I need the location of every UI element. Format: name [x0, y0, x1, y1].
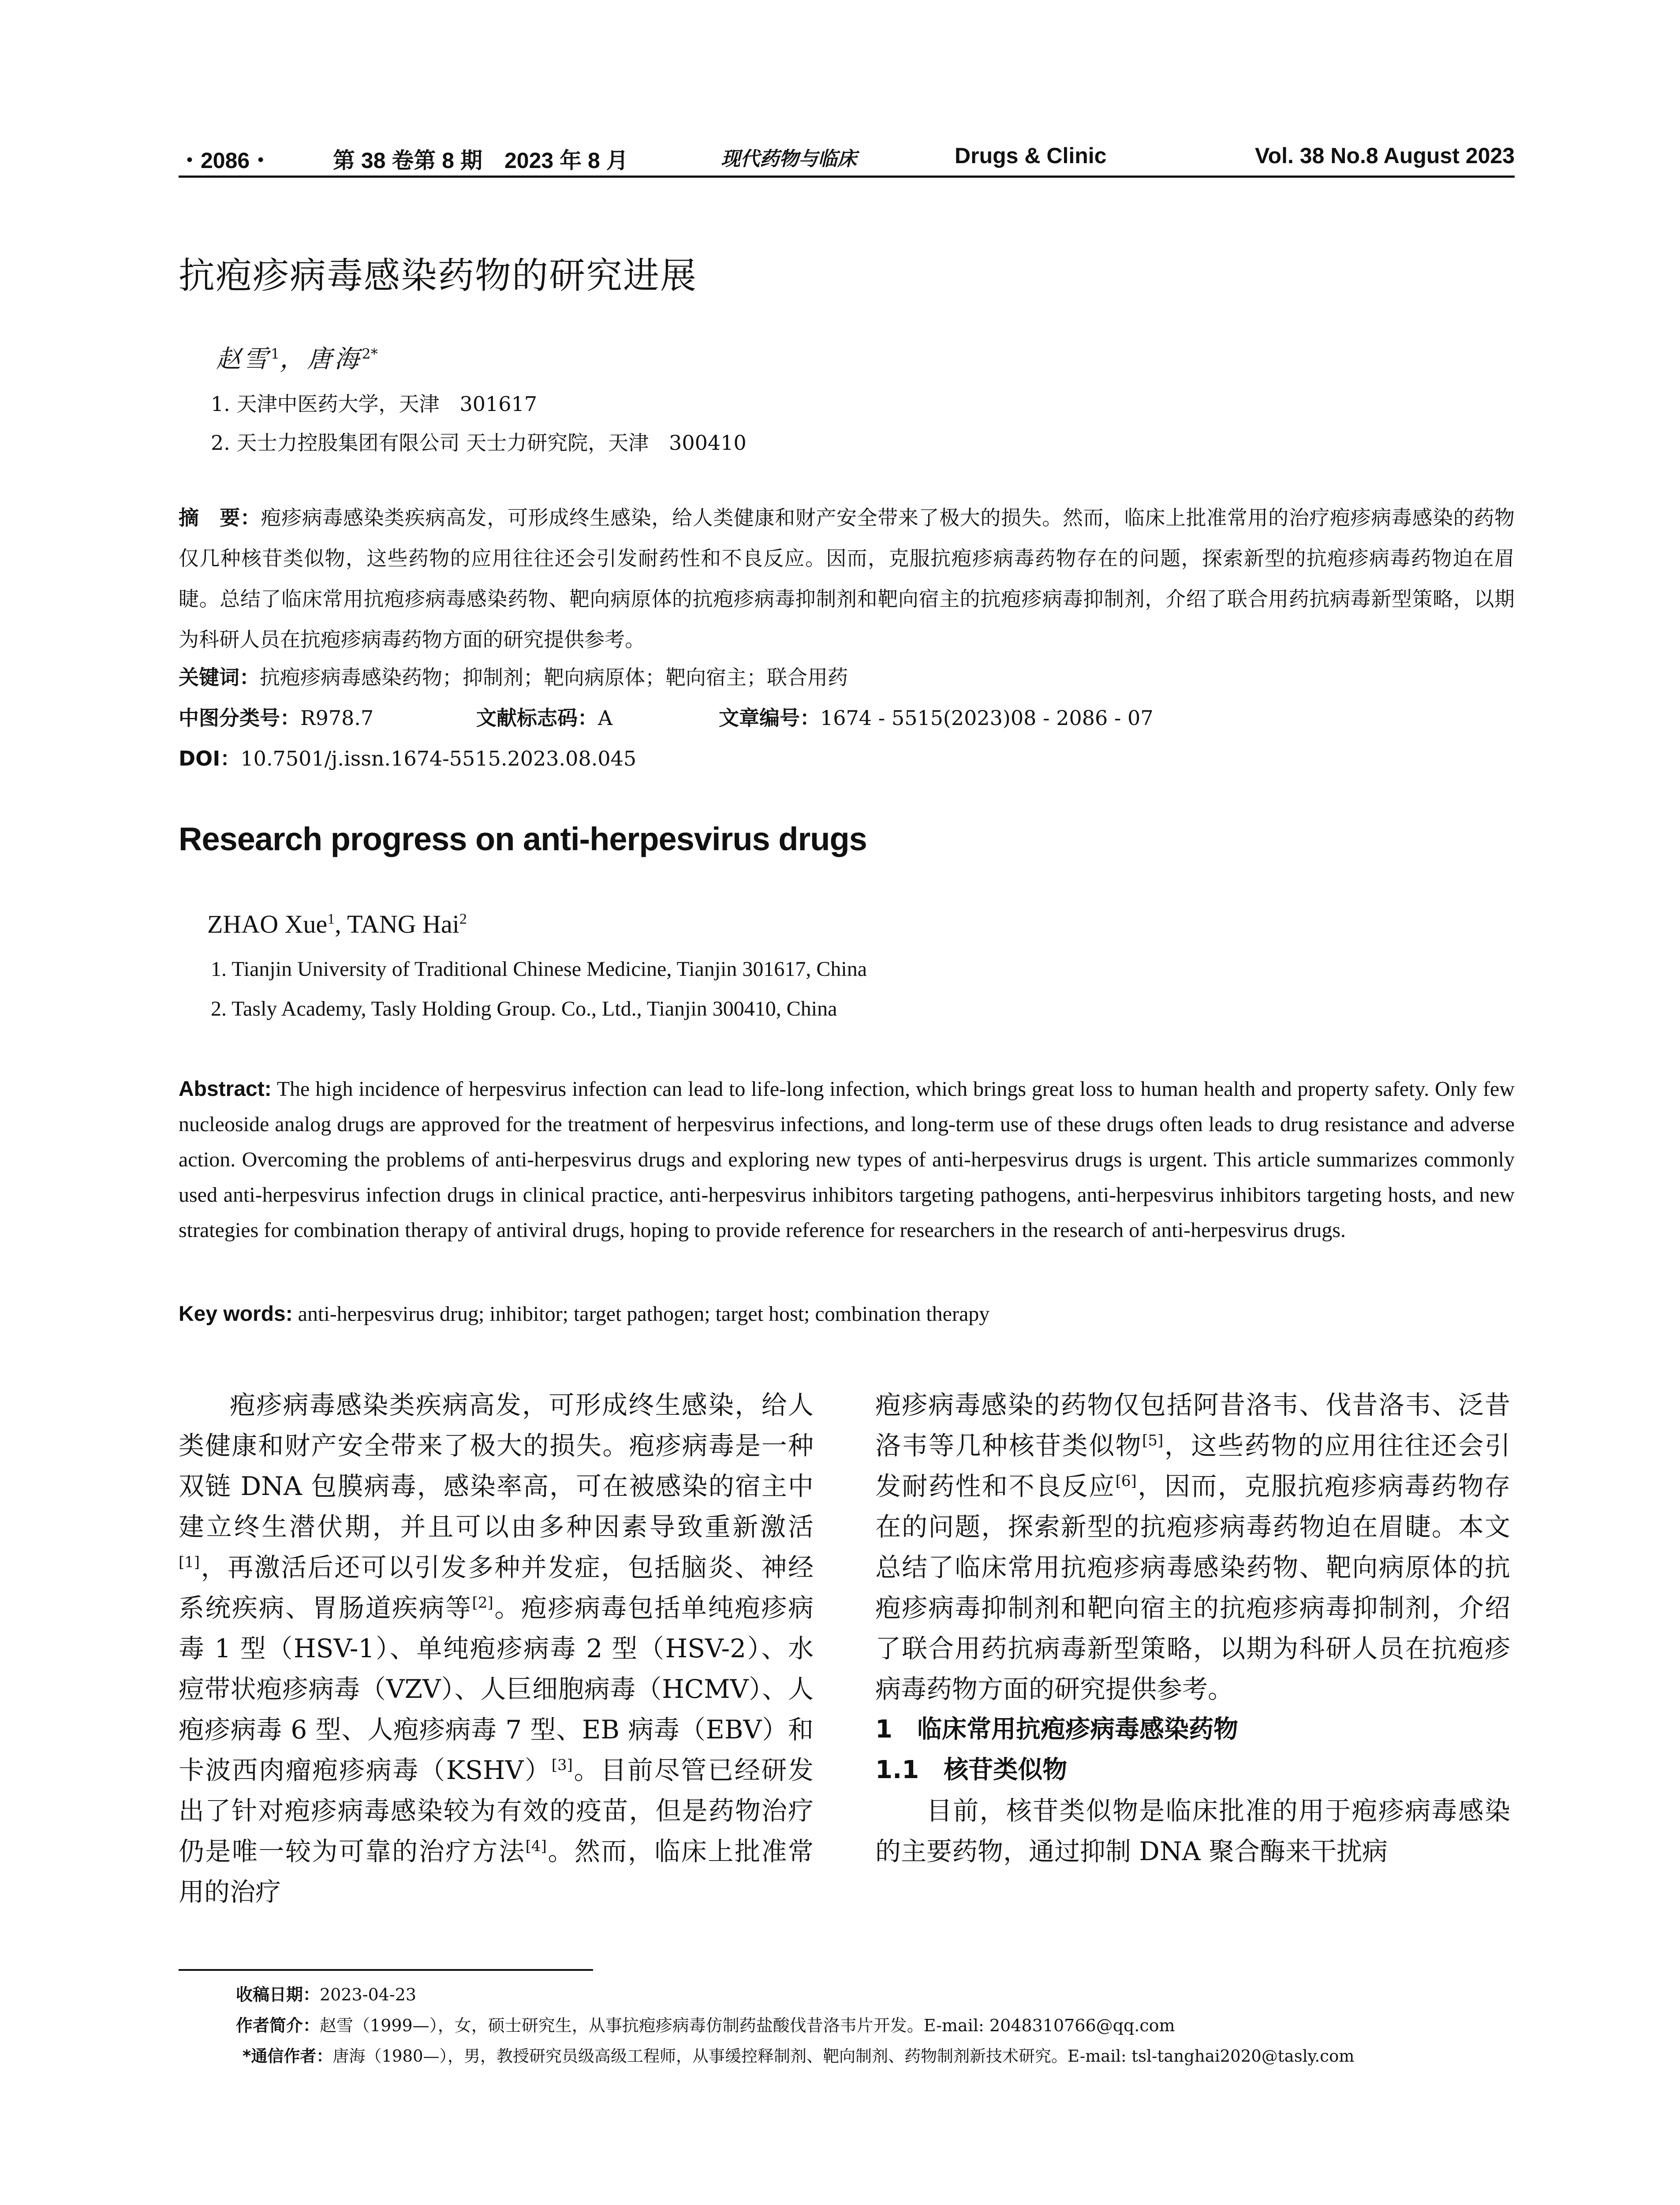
article-number-label: 文章编号： [719, 706, 820, 730]
abstract-label: 摘 要： [179, 506, 261, 530]
document-code-value: A [598, 706, 613, 730]
citation-ref[interactable]: [5] [1142, 1431, 1164, 1450]
affiliation-cn: 2. 天士力控股集团有限公司 天士力研究院，天津 300410 [211, 431, 747, 455]
author-separator: ， [280, 345, 307, 374]
running-header [179, 140, 1515, 178]
article-title-en: Research progress on anti-herpesvirus drugs [179, 821, 867, 857]
section-heading: 1 临床常用抗疱疹病毒感染药物 [875, 1715, 1238, 1744]
author-name: 唐海 [307, 345, 362, 374]
affiliation-en: 2. Tasly Academy, Tasly Holding Group. Co., Ltd., Tianjin 300410, China [211, 997, 837, 1020]
footnote-text: 赵雪（1999—），女，硕士研究生，从事抗疱疹病毒仿制药盐酸伐昔洛韦片开发。E-mail: 2048310766@qq.com [320, 2016, 1175, 2035]
body-text: ，这些药物的应用往往还会引发耐药性和不良反应 [875, 1431, 1510, 1501]
body-column-left [179, 1385, 814, 1912]
abstract-text: 疱疹病毒感染类疾病高发，可形成终生感染，给人类健康和财产安全带来了极大的损失。然而，临床上批准常用的治疗疱疹病毒感染的药物仅几种核苷类似物，这些药物的应用往往还会引发耐药性和不良反应。因而，克服抗疱疹病毒药物存在的问题，探索新型的抗疱疹病毒药物迫在眉睫。总结了临床常用抗疱疹病毒感染药物、靶向病原体的抗疱疹病毒抑制剂和靶向宿主的抗疱疹病毒抑制剂，介绍了联合用药抗病毒新型策略，以期为科研人员在抗疱疹病毒药物方面的研究提供参考。 [179, 506, 1515, 651]
keywords-text: anti-herpesvirus drug; inhibitor; target pathogen; target host; combination therapy [292, 1302, 990, 1326]
keywords-cn [179, 662, 848, 691]
citation-ref[interactable]: [6] [1115, 1472, 1137, 1490]
doi [179, 743, 636, 772]
clc-label: 中图分类号： [179, 706, 300, 730]
doi-link[interactable]: 10.7501/j.issn.1674-5515.2023.08.045 [240, 747, 637, 770]
article-number [719, 702, 1154, 731]
abstract-label: Abstract: [179, 1077, 272, 1101]
footnote-label: *通信作者： [243, 2047, 333, 2066]
citation-ref[interactable]: [4] [525, 1837, 547, 1855]
affiliation-mark: 2 [459, 911, 467, 927]
abstract-text: The high incidence of herpesvirus infection can lead to life-long infection, which brings great loss to human health and property safety. Only few nucleoside analog drugs are approved for the treatment of herpesvirus infections, and long-term use of these drugs often leads to drug resistance and adverse action. Overcoming the problems of anti-herpesvirus drugs and exploring new types of anti-herpesvirus drugs is urgent. This article summarizes commonly used anti-herpesvirus infection drugs in clinical practice, anti-herpesvirus inhibitors targeting pathogens, anti-herpesvirus inhibitors targeting hosts, and new strategies for combination therapy of antiviral drugs, hoping to provide reference for researchers in the research of anti-herpesvirus drugs. [179, 1077, 1515, 1242]
affiliation-cn: 1. 天津中医药大学，天津 301617 [211, 392, 538, 416]
authors-cn [216, 340, 378, 375]
body-text: 。然而，临床上批准常用的治疗 [179, 1836, 814, 1907]
footnote-text: 2023-04-23 [320, 1985, 417, 2004]
keywords-label: Key words: [179, 1302, 293, 1326]
footnote-label: 收稿日期： [236, 1985, 320, 2004]
footnote-corresponding [243, 2043, 1354, 2067]
citation-ref[interactable]: [2] [472, 1594, 493, 1612]
body-paragraph [179, 1385, 814, 1912]
authors-en [207, 909, 467, 939]
author-name: 赵雪 [216, 345, 271, 374]
article-number-value: 1674 - 5515(2023)08 - 2086 - 07 [820, 706, 1154, 730]
author-separator: , [335, 910, 347, 938]
clc-number [179, 702, 373, 731]
volume-issue-en: Vol. 38 No.8 August 2023 [1254, 143, 1515, 168]
author-name: TANG Hai [347, 910, 459, 938]
author-name: ZHAO Xue [207, 910, 328, 938]
abstract-cn [179, 497, 1515, 660]
keywords-label: 关键词： [179, 665, 260, 689]
journal-name-cn: 现代药物与临床 [721, 148, 857, 170]
body-text: ，再激活后还可以引发多种并发症，包括脑炎、神经系统疾病、胃肠道疾病等 [179, 1552, 814, 1623]
clc-value: R978.7 [300, 706, 374, 730]
volume-issue-cn: 第 38 卷第 8 期 2023 年 8 月 [333, 148, 628, 173]
footnote-divider [179, 1969, 593, 1971]
body-text: 。目前尽管已经研发出了针对疱疹病毒感染较为有效的疫苗，但是药物治疗仍是唯一较为可靠的治疗方法 [179, 1755, 814, 1866]
body-paragraph [875, 1385, 1510, 1709]
doi-label: DOI： [179, 747, 241, 770]
journal-name-en: Drugs & Clinic [955, 143, 1107, 168]
footnote-label: 作者简介： [236, 2016, 320, 2035]
body-text: ，因而，克服抗疱疹病毒药物存在的问题，探索新型的抗疱疹病毒药物迫在眉睫。本文总结了临床常用抗疱疹病毒感染药物、靶向病原体的抗疱疹病毒抑制剂和靶向宿主的抗疱疹病毒抑制剂，介绍了联合用药抗病毒新型策略，以期为科研人员在抗疱疹病毒药物方面的研究提供参考。 [875, 1471, 1510, 1704]
footnote-author-bio [236, 2012, 1175, 2036]
body-text: 疱疹病毒感染类疾病高发，可形成终生感染，给人类健康和财产安全带来了极大的损失。疱疹病毒是一种双链 DNA 包膜病毒，感染率高，可在被感染的宿主中建立终生潜伏期，并且可以由多种因素导致重新激活 [179, 1390, 814, 1542]
body-text: 。疱疹病毒包括单纯疱疹病毒 1 型（HSV-1）、单纯疱疹病毒 2 型（HSV-2）、水痘带状疱疹病毒（VZV）、人巨细胞病毒（HCMV）、人疱疹病毒 6 型、人疱疹病毒 7 型、EB 病毒（EBV）和卡波西肉瘤疱疹病毒（KSHV） [179, 1593, 814, 1785]
document-code [476, 702, 612, 731]
body-column-right [875, 1385, 1510, 1872]
citation-ref[interactable]: [3] [551, 1756, 573, 1774]
abstract-en [179, 1072, 1515, 1248]
affiliation-en: 1. Tianjin University of Traditional Chinese Medicine, Tianjin 301617, China [211, 957, 867, 981]
body-text: 疱疹病毒感染的药物仅包括阿昔洛韦、伐昔洛韦、泛昔洛韦等几种核苷类似物 [875, 1390, 1510, 1461]
affiliation-mark: 1 [271, 345, 280, 363]
subsection-heading: 1.1 核苷类似物 [875, 1756, 1068, 1784]
affiliation-mark: 2* [362, 345, 378, 363]
article-title-cn: 抗疱疹病毒感染药物的研究进展 [179, 255, 698, 297]
footnote-text: 唐海（1980—），男，教授研究员级高级工程师，从事缓控释制剂、靶向制剂、药物制剂新技术研究。E-mail: tsl-tanghai2020@tasly.com [332, 2047, 1355, 2066]
footnote-received [236, 1981, 416, 2005]
keywords-en [179, 1302, 989, 1326]
keywords-text: 抗疱疹病毒感染药物；抑制剂；靶向病原体；靶向宿主；联合用药 [260, 665, 848, 689]
citation-ref[interactable]: [1] [179, 1553, 200, 1571]
body-paragraph: 目前，核苷类似物是临床批准的用于疱疹病毒感染的主要药物，通过抑制 DNA 聚合酶来干扰病 [875, 1796, 1510, 1866]
page-number: ・2086・ [179, 148, 272, 173]
document-code-label: 文献标志码： [476, 706, 598, 730]
affiliation-mark: 1 [327, 911, 335, 927]
